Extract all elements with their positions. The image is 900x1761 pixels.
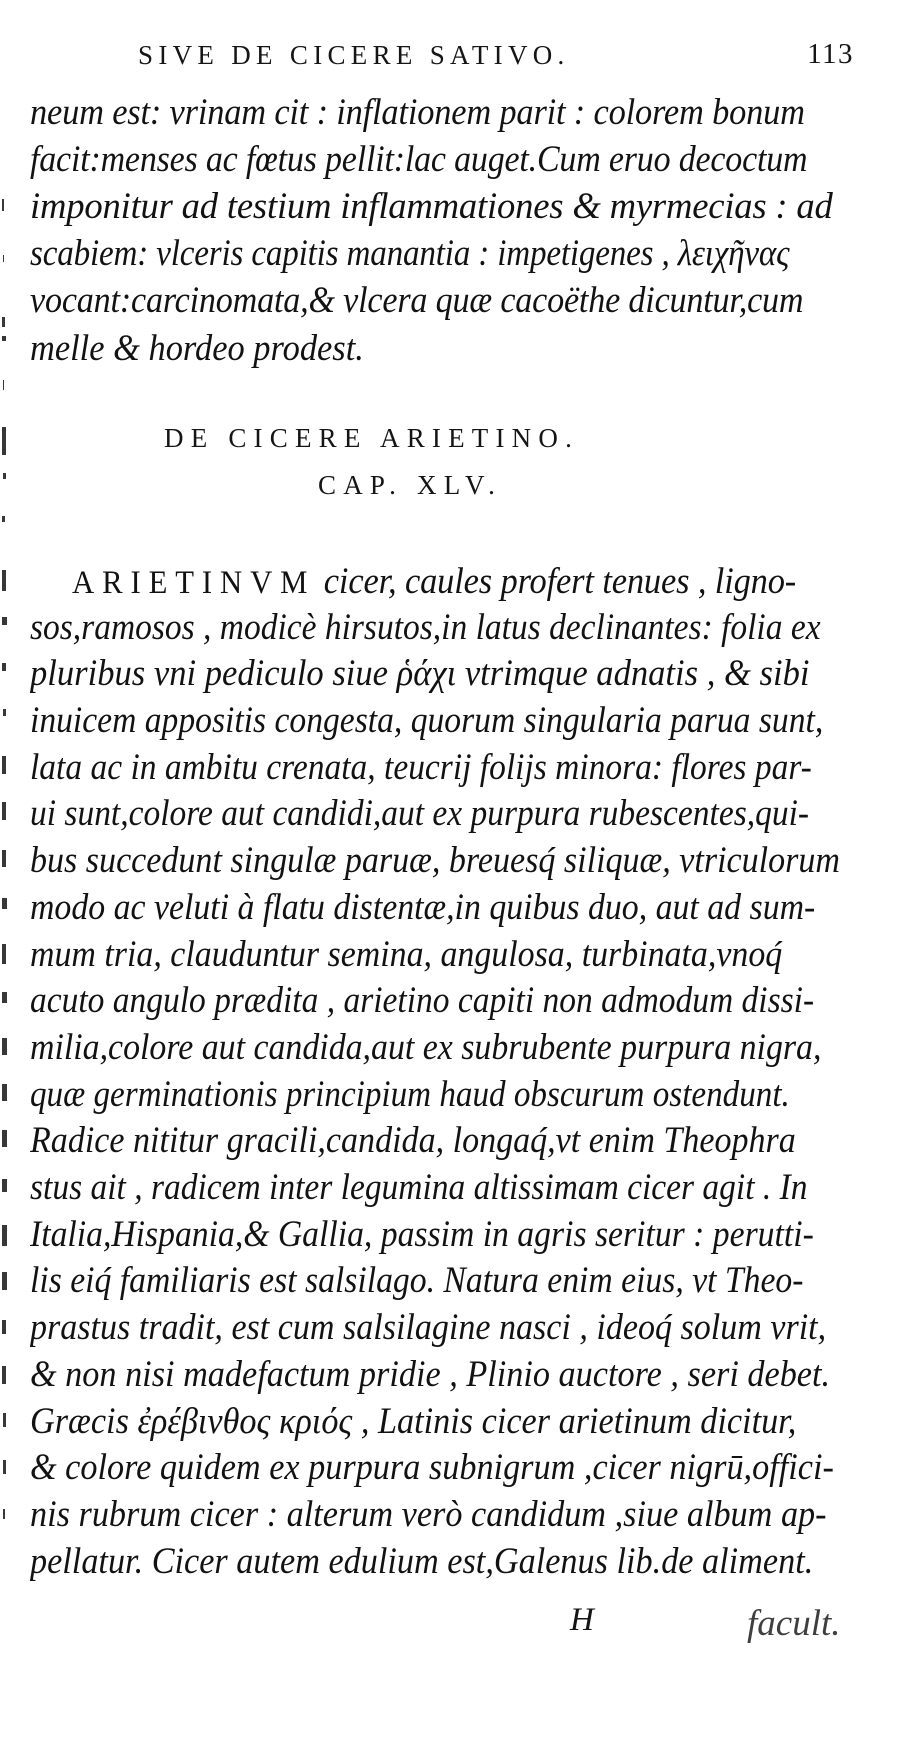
- paragraph-line: Græcis ἐρέβινθος κριός , Latinis cicer arietinum dicitur,: [30, 1401, 797, 1442]
- catchword: facult.: [747, 1603, 841, 1644]
- paragraph-line: melle & hordeo prodest.: [30, 328, 364, 369]
- paragraph-line: modo ac veluti à flatu distentæ,in quibus duo, aut ad sum-: [30, 887, 816, 928]
- printer-signature: H: [570, 1602, 594, 1638]
- paragraph-line: imponitur ad testium inflammationes & myrmecias : ad: [30, 186, 833, 227]
- paragraph-line: lata ac in ambitu crenata, teucrij folijs minora: flores par-: [30, 747, 812, 788]
- paragraph-line: sos,ramosos , modicè hirsutos,in latus declinantes: folia ex: [30, 607, 821, 648]
- page-number: 113: [807, 38, 854, 70]
- chapter-title: DE CICERE ARIETINO.: [164, 423, 580, 453]
- printed-margin-fragments-icon: [0, 0, 18, 1761]
- paragraph-line: & colore quidem ex purpura subnigrum ,cicer nigrū,offici-: [30, 1447, 834, 1488]
- paragraph-line: stus ait , radicem inter legumina altissimam cicer agit . In: [30, 1167, 808, 1208]
- paragraph-line: & non nisi madefactum pridie , Plinio auctore , seri debet.: [30, 1354, 831, 1395]
- first-paragraph: [30, 89, 866, 371]
- running-head: [138, 36, 864, 78]
- paragraph-line: neum est: vrinam cit : inflationem parit : colorem bonum: [30, 92, 805, 133]
- paragraph-line: nis rubrum cicer : alterum verò candidum ,siue album ap-: [30, 1494, 827, 1535]
- opening-word: ARIETINVM: [72, 565, 316, 601]
- opening-line-text: cicer, caules profert tenues , ligno-: [315, 561, 797, 602]
- paragraph-line: quæ germinationis principium haud obscurum ostendunt.: [30, 1074, 790, 1115]
- running-title: SIVE DE CICERE SATIVO.: [138, 40, 570, 70]
- paragraph-line: Italia,Hispania,& Gallia, passim in agris seritur : perutti-: [30, 1214, 814, 1255]
- paragraph-line: milia,colore aut candida,aut ex subrubente purpura nigra,: [30, 1027, 822, 1068]
- paragraph-line: vocant:carcinomata,& vlcera quæ cacoëthe dicuntur,cum: [30, 280, 804, 321]
- chapter-number: CAP. XLV.: [318, 470, 503, 500]
- paragraph-line: lis eiq́ familiaris est salsilago. Natura enim eius, vt Theo-: [30, 1260, 804, 1301]
- paragraph-line: mum tria, clauduntur semina, angulosa, turbinata,vnoq́: [30, 934, 783, 975]
- second-paragraph: [30, 558, 866, 1603]
- paragraph-line: prastus tradit, est cum salsilagine nasci , ideoq́ solum vrit,: [30, 1307, 827, 1348]
- paragraph-line: inuicem appositis congesta, quorum singularia parua sunt,: [30, 700, 824, 741]
- paragraph-line: pluribus vni pediculo siue ῥάχι vtrimque adnatis , & sibi: [30, 653, 810, 694]
- paragraph-line: Radice nititur gracili,candida, longaq́,vt enim Theophra: [30, 1120, 796, 1161]
- paragraph-line: ui sunt,colore aut candidi,aut ex purpura rubescentes,qui-: [30, 793, 810, 834]
- page-footer: [0, 1602, 900, 1654]
- paragraph-line: pellatur. Cicer autem edulium est,Galenus lib.de aliment.: [30, 1541, 814, 1582]
- paragraph-line: acuto angulo prædita , arietino capiti non admodum dissi-: [30, 980, 815, 1021]
- paragraph-line: facit:menses ac fœtus pellit:lac auget.Cum eruo decoctum: [30, 139, 808, 180]
- paragraph-line: scabiem: vlceris capitis manantia : impetigenes , λειχῆνας: [30, 233, 790, 274]
- opening-line: [72, 558, 796, 606]
- paragraph-line: bus succedunt singulæ paruæ, breuesq́ siliquæ, vtriculorum: [30, 840, 841, 881]
